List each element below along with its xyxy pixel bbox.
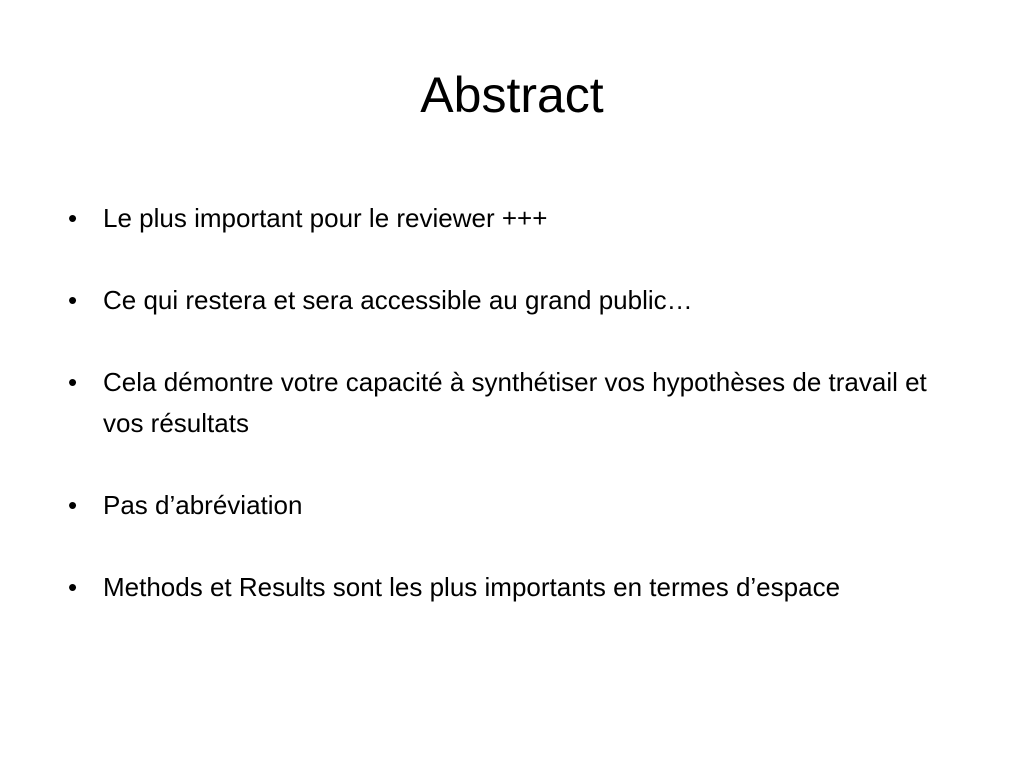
bullet-text: Le plus important pour le reviewer +++ — [103, 203, 548, 233]
bullet-text: Ce qui restera et sera accessible au grand public… — [103, 285, 693, 315]
bullet-marker: • — [68, 285, 78, 315]
bullet-text: Cela démontre votre capacité à synthétiser vos hypothèses de travail et vos résultats — [103, 367, 927, 438]
bullet-item — [68, 485, 968, 526]
bullet-item — [68, 567, 968, 608]
slide-title: Abstract — [420, 67, 604, 123]
bullet-item — [68, 198, 968, 239]
bullet-text: Methods et Results sont les plus importants en termes d’espace — [103, 572, 841, 602]
bullet-marker: • — [68, 490, 78, 520]
bullet-text: Pas d’abréviation — [103, 490, 303, 520]
bullet-marker: • — [68, 367, 78, 397]
bullet-marker: • — [68, 203, 78, 233]
bullet-item — [68, 362, 968, 444]
bullet-marker: • — [68, 572, 78, 602]
bullet-list — [68, 198, 968, 608]
bullet-item — [68, 280, 968, 321]
